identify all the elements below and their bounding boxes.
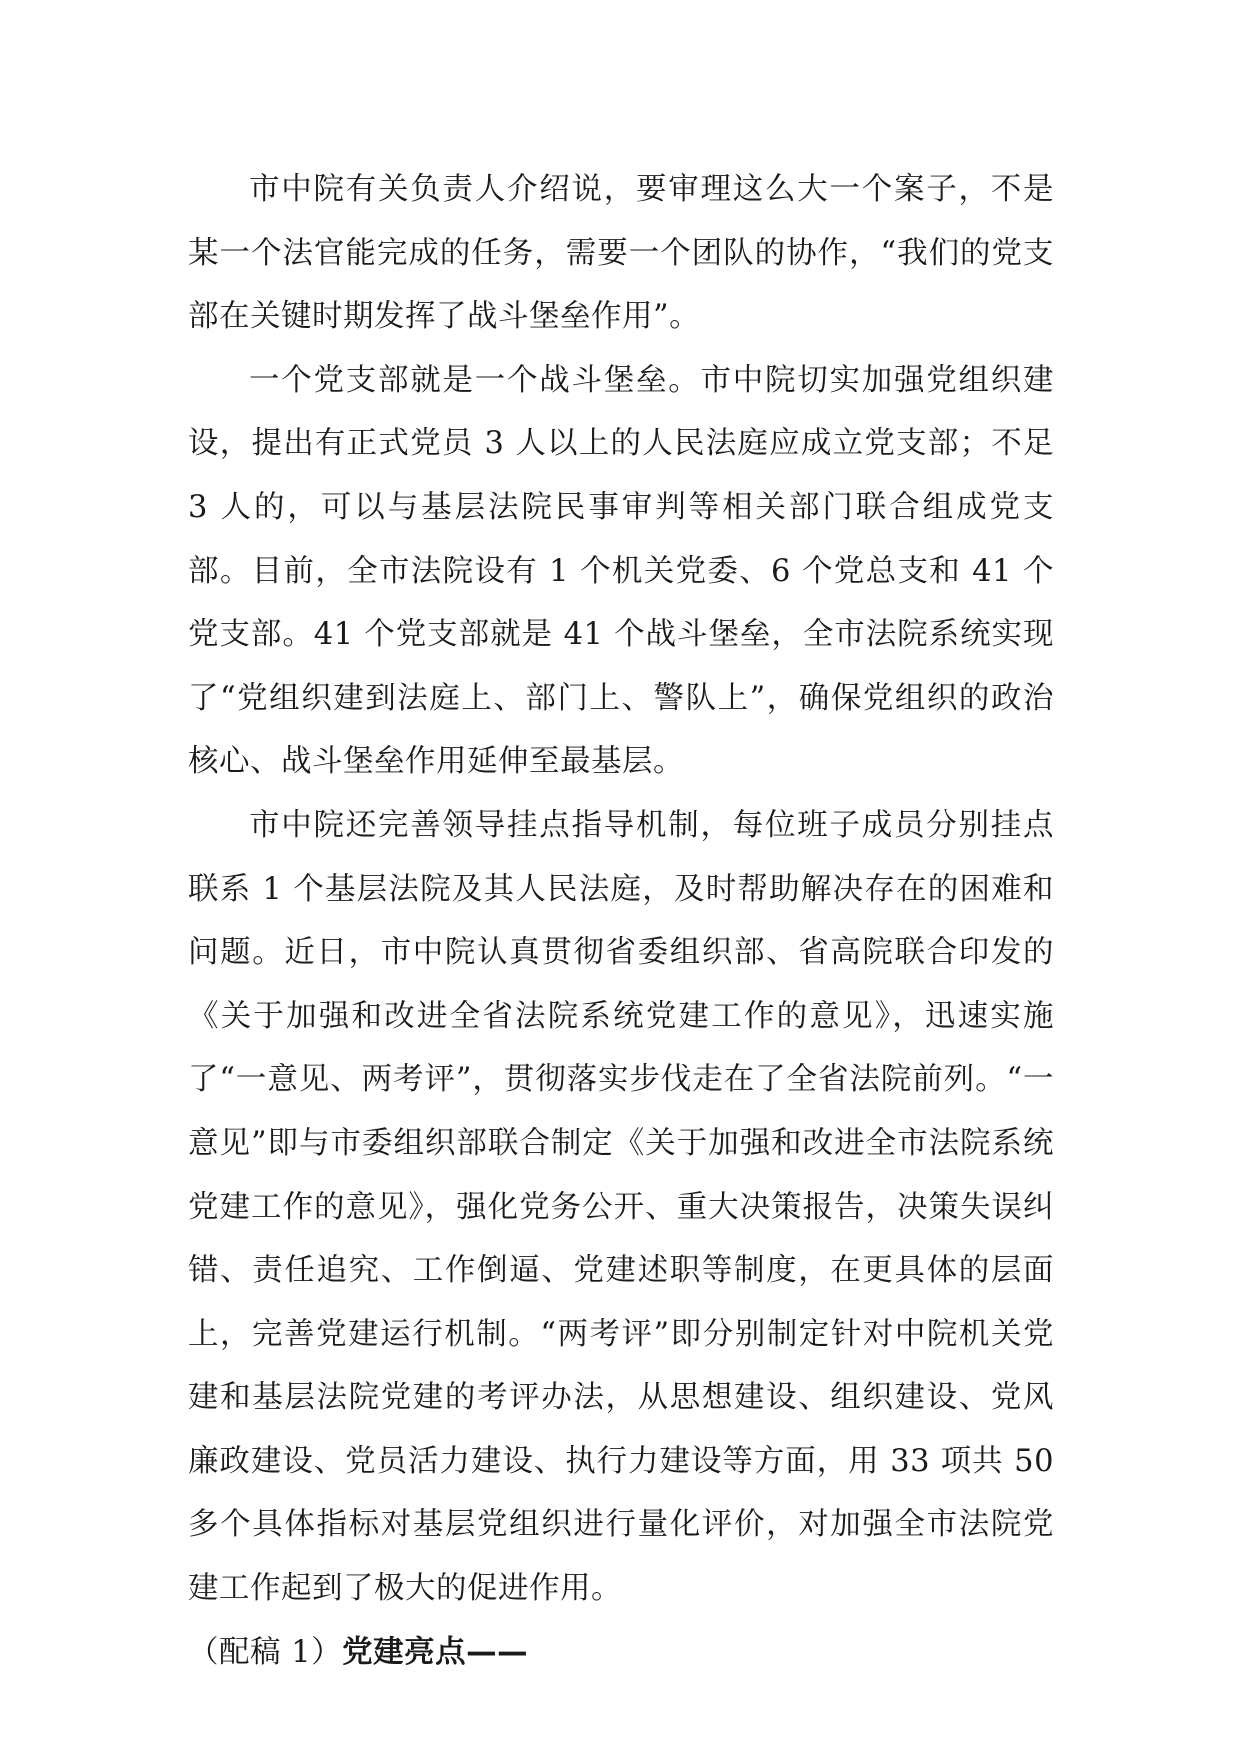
sidebar-article-heading <box>188 1621 1054 1685</box>
sidebar-title: 党建亮点—— <box>342 1634 529 1670</box>
sidebar-prefix: （配稿 1） <box>188 1634 343 1670</box>
paragraph-3: 市中院还完善领导挂点指导机制，每位班子成员分别挂点联系 1 个基层法院及其人民法庭，及时帮助解决存在的困难和问题。近日，市中院认真贯彻省委组织部、省高院联合印发的《关于加强和改进全省法院系统党建工作的意见》，迅速实施了“一意见、两考评”，贯彻落实步伐走在了全省法院前列。“一意见”即与市委组织部联合制定《关于加强和改进全市法院系统党建工作的意见》，强化党务公开、重大决策报告，决策失误纠错、责任追究、工作倒逼、党建述职等制度，在更具体的层面上，完善党建运行机制。“两考评”即分别制定针对中院机关党建和基层法院党建的考评办法，从思想建设、组织建设、党风廉政建设、党员活力建设、执行力建设等方面，用 33 项共 50 多个具体指标对基层党组织进行量化评价，对加强全市法院党建工作起到了极大的促进作用。 <box>188 807 1054 1607</box>
document-body <box>188 158 1054 1684</box>
paragraph-1: 市中院有关负责人介绍说，要审理这么大一个案子，不是某一个法官能完成的任务，需要一个团队的协作，“我们的党支部在关键时期发挥了战斗堡垒作用”。 <box>188 172 1054 335</box>
paragraph-2: 一个党支部就是一个战斗堡垒。市中院切实加强党组织建设，提出有正式党员 3 人以上的人民法庭应成立党支部；不足 3 人的，可以与基层法院民事审判等相关部门联合组成党支部。目前，全市法院设有 1 个机关党委、6 个党总支和 41 个党支部。41 个党支部就是 41 个战斗堡垒，全市法院系统实现了“党组织建到法庭上、部门上、警队上”，确保党组织的政治核心、战斗堡垒作用延伸至最基层。 <box>188 362 1054 780</box>
